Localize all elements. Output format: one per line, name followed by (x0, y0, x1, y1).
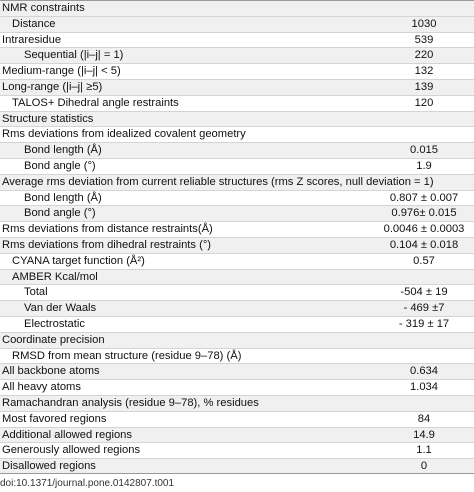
row-value: -504 ± 19 (400, 286, 448, 299)
row-value: 0.0046 ± 0.0003 (383, 223, 465, 236)
row-label: Intraresidue (2, 33, 62, 46)
table-row (0, 395, 474, 411)
row-label: Distance (12, 17, 56, 30)
row-label: TALOS+ Dihedral angle restraints (12, 96, 179, 109)
table-row (0, 126, 474, 142)
table-row (0, 63, 474, 79)
table-row (0, 111, 474, 127)
table-row (0, 16, 474, 32)
table-row (0, 158, 474, 174)
table-row (0, 47, 474, 63)
table-row (0, 190, 474, 206)
table-row (0, 269, 474, 285)
row-label: Sequential (|i–j| = 1) (24, 49, 124, 62)
row-label: AMBER Kcal/mol (12, 270, 98, 283)
table-row (0, 316, 474, 332)
table-row (0, 458, 474, 474)
row-label: CYANA target function (Å²) (12, 254, 145, 267)
row-label: Electrostatic (24, 317, 85, 330)
row-label: Rms deviations from dihedral restraints (°) (2, 238, 212, 251)
row-value: 0.976± 0.015 (391, 207, 457, 220)
row-value: 220 (414, 49, 434, 62)
row-value: 0.807 ± 0.007 (389, 191, 459, 204)
table-row (0, 237, 474, 253)
table-row (0, 205, 474, 221)
row-label: Bond length (Å) (24, 191, 102, 204)
row-label: All heavy atoms (2, 381, 81, 394)
table-row (0, 332, 474, 348)
row-label: Bond angle (°) (24, 207, 96, 220)
row-value: 1030 (411, 17, 437, 30)
row-value: 1.9 (416, 159, 432, 172)
row-value: 0 (420, 460, 428, 473)
row-value: - 469 ±7 (403, 302, 445, 315)
row-value: 120 (414, 96, 434, 109)
row-label: Total (24, 286, 48, 299)
table-row (0, 142, 474, 158)
table-row (0, 348, 474, 364)
row-label: Generously allowed regions (2, 444, 141, 457)
row-label: Disallowed regions (2, 460, 96, 473)
row-label: All backbone atoms (2, 365, 100, 378)
row-label: Average rms deviation from current reliable structures (rms Z scores, null deviation = 1) (2, 175, 434, 188)
table-row (0, 32, 474, 48)
row-label: Medium-range (|i–j| < 5) (2, 65, 121, 78)
table-row (0, 300, 474, 316)
table-row (0, 442, 474, 458)
row-value: 14.9 (413, 428, 435, 441)
table-row (0, 284, 474, 300)
row-label: Van der Waals (24, 302, 97, 315)
row-value: 539 (414, 33, 434, 46)
table-row (0, 379, 474, 395)
table-row (0, 363, 474, 379)
row-label: NMR constraints (2, 2, 85, 14)
table-row (0, 253, 474, 269)
table-row (0, 411, 474, 427)
table-row (0, 427, 474, 443)
row-value: 1.1 (416, 444, 432, 457)
row-value: 139 (414, 80, 434, 93)
row-label: RMSD from mean structure (residue 9–78) (Å) (12, 349, 242, 362)
row-label: Long-range (|i–j| ≥5) (2, 80, 103, 93)
row-label: Bond length (Å) (24, 144, 102, 157)
row-label: Rms deviations from distance restraints(Å) (2, 223, 213, 236)
row-value: 0.634 (410, 365, 438, 378)
row-value: - 319 ± 17 (398, 317, 450, 330)
doi-caption: doi:10.1371/journal.pone.0142807.t001 (0, 477, 175, 489)
row-label: Coordinate precision (2, 333, 105, 346)
row-value: 132 (414, 65, 434, 78)
row-value: 1.034 (410, 381, 438, 394)
table-row (0, 0, 474, 16)
row-label: Ramachandran analysis (residue 9–78), % residues (2, 396, 259, 409)
table-row (0, 79, 474, 95)
row-value: 0.015 (410, 144, 438, 157)
row-label: Rms deviations from idealized covalent geometry (2, 128, 246, 141)
table-row (0, 221, 474, 237)
row-label: Structure statistics (2, 112, 94, 125)
row-label: Bond angle (°) (24, 159, 96, 172)
row-value: 84 (417, 412, 431, 425)
row-value: 0.57 (413, 254, 435, 267)
row-label: Most favored regions (2, 412, 107, 425)
row-value: 0.104 ± 0.018 (389, 238, 459, 251)
row-label: Additional allowed regions (2, 428, 132, 441)
table-row (0, 95, 474, 111)
table-row (0, 174, 474, 190)
